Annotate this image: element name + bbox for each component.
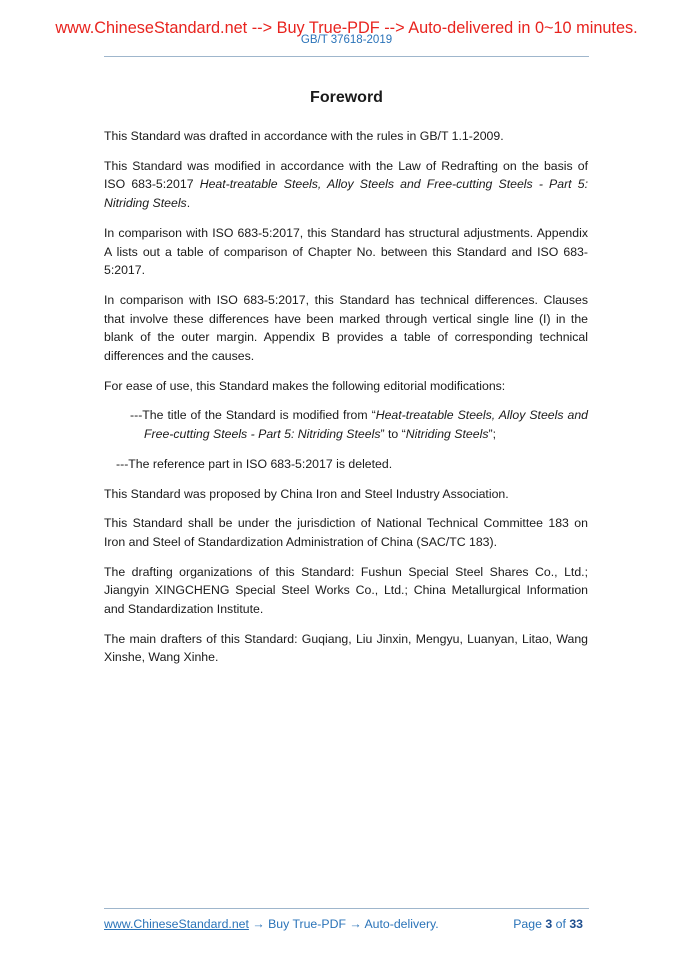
paragraph-editorial-intro: For ease of use, this Standard makes the following editorial modifications:: [104, 378, 506, 393]
paragraph-drafting-organizations: The drafting organizations of this Standard: Fushun Special Steel Shares Co., Ltd.; Jiangyin XINGCHENG Special Steel Works Co., Ltd.; China Metallurgical Information and Standardization Institute.: [104, 564, 588, 617]
standard-title-italic: Heat-treatable Steels, Alloy Steels and Free-cutting Steels - Part 5: Nitriding Steels: [104, 177, 588, 211]
paragraph-proposed-by: This Standard was proposed by China Iron and Steel Industry Association.: [104, 486, 509, 501]
current-page-number: 3: [545, 917, 553, 931]
new-title-italic: Nitriding Steels: [405, 427, 489, 442]
paragraph-drafting-rules: This Standard was drafted in accordance with the rules in GB/T 1.1-2009.: [104, 129, 504, 143]
footer-auto-delivery: Auto-delivery.: [364, 917, 439, 931]
text-run: ” to “: [380, 427, 406, 442]
arrow-right-icon: →: [349, 917, 362, 931]
page-title: Foreword: [310, 89, 383, 106]
text-run: .: [186, 196, 191, 211]
paragraph-structural-adjustments: In comparison with ISO 683-5:2017, this Standard has structural adjustments. Appendix A lists out a table of comparison of Chapter No. between this Standard and ISO 683-5:2017.: [104, 225, 588, 278]
promo-banner[interactable]: www.ChineseStandard.net --> Buy True-PDF --> Auto-delivered in 0~10 minutes.: [55, 19, 638, 37]
footer-divider: [104, 908, 589, 909]
paragraph-jurisdiction: This Standard shall be under the jurisdiction of National Technical Committee 183 on Iron and Steel of Standardization Administration of China (SAC/TC 183).: [104, 516, 588, 549]
arrow-right-icon: →: [252, 917, 265, 931]
paragraph-technical-differences: In comparison with ISO 683-5:2017, this Standard has technical differences. Clauses that involve these differences have been marked through vertical single line (I) in the blank of the outer margin. Appendix B provides a table of corresponding technical differences and the causes.: [104, 292, 588, 364]
footer-site-link[interactable]: www.ChineseStandard.net: [104, 917, 249, 931]
footer-buy-link[interactable]: Buy True-PDF: [268, 917, 346, 931]
document-number: GB/T 37618-2019: [300, 34, 393, 46]
old-title-italic: Heat-treatable Steels, Alloy Steels and Free-cutting Steels - Part 5: Nitriding Steels: [144, 408, 589, 442]
paragraph-modification-basis: [104, 157, 588, 213]
list-item-title-modification: [118, 406, 588, 443]
total-page-number: 33: [569, 917, 583, 931]
footer-links: [104, 916, 439, 932]
text-run: ---The title of the Standard is modified from “: [130, 408, 376, 423]
page-label: Page: [513, 917, 542, 931]
header-divider: [104, 56, 589, 57]
paragraph-main-drafters: The main drafters of this Standard: Guqiang, Liu Jinxin, Mengyu, Luanyan, Litao, Wang Xinshe, Wang Xinhe.: [104, 631, 588, 665]
list-item-reference-deleted: ---The reference part in ISO 683-5:2017 is deleted.: [116, 456, 393, 471]
page-indicator: [513, 916, 583, 932]
page-of-label: of: [555, 917, 566, 931]
text-run: This Standard was modified in accordance with the Law of Redrafting on the basis of ISO 683-5:2017: [104, 158, 588, 192]
text-run: ”;: [488, 427, 496, 442]
foreword-body: [104, 127, 588, 678]
